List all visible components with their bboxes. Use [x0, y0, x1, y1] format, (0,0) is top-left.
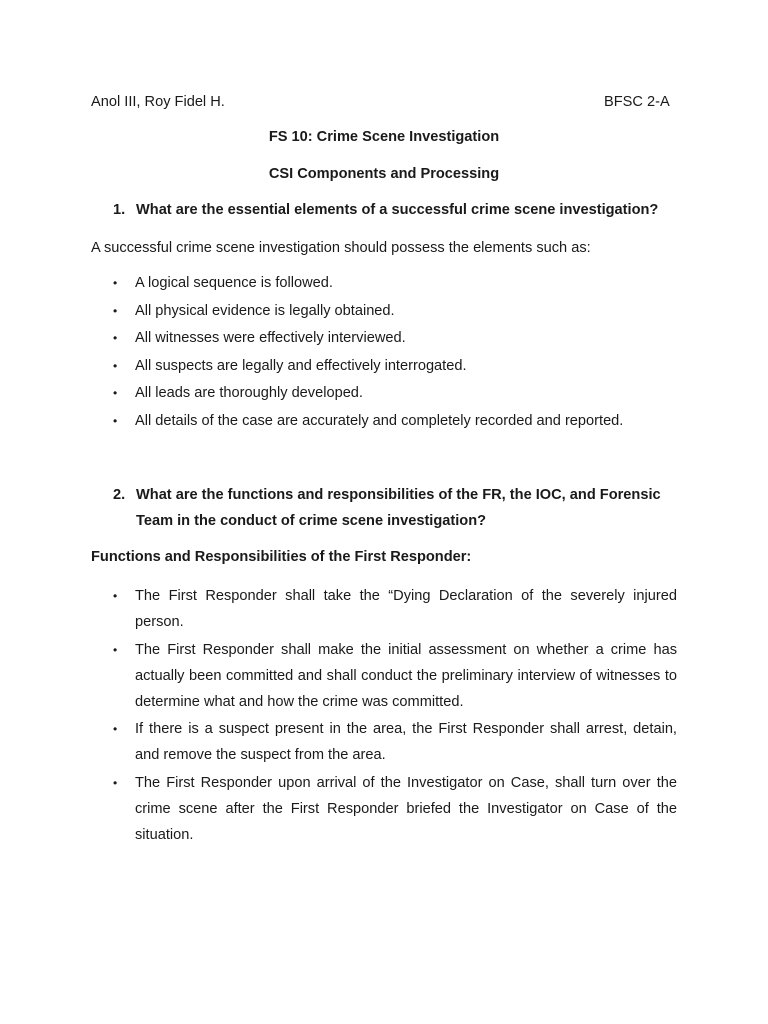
- list-item: • If there is a suspect present in the area, the First Responder shall arrest, detain, and remove the suspect from the area.: [91, 716, 677, 768]
- elements-list: [91, 270, 677, 435]
- bullet-icon: •: [113, 303, 118, 318]
- bullet-icon: •: [113, 413, 118, 428]
- first-responder-list: [91, 583, 677, 849]
- list-item: • The First Responder upon arrival of the Investigator on Case, shall turn over the crime scene after the First Responder briefed the Investigator on Case of the situation.: [91, 770, 677, 848]
- question-2-line-1: What are the functions and responsibilities of the FR, the IOC, and Forensic: [136, 487, 661, 503]
- question-2-number: 2.: [113, 487, 126, 503]
- bullet-icon: •: [113, 386, 118, 400]
- list-item: • All physical evidence is legally obtained.: [91, 298, 677, 326]
- section-code: BFSC 2-A: [604, 94, 670, 110]
- list-item: • All witnesses were effectively interviewed.: [91, 325, 677, 353]
- document-subtitle: CSI Components and Processing: [268, 166, 500, 182]
- question-1-number: 1.: [113, 202, 126, 218]
- first-responder-heading: Functions and Responsibilities of the First Responder:: [91, 549, 472, 565]
- document-title: FS 10: Crime Scene Investigation: [268, 129, 500, 145]
- list-item: • The First Responder shall make the initial assessment on whether a crime has actually been committed and shall conduct the preliminary interview of witnesses to determine what and how the crime was committed.: [91, 637, 677, 715]
- list-item: • All suspects are legally and effectively interrogated.: [91, 353, 677, 381]
- question-1-text: What are the essential elements of a successful crime scene investigation?: [136, 202, 659, 218]
- bullet-icon: •: [113, 331, 118, 345]
- bullet-icon: •: [113, 276, 118, 290]
- list-item: • All details of the case are accurately and completely recorded and reported.: [91, 408, 677, 436]
- author-name: Anol III, Roy Fidel H.: [91, 94, 225, 110]
- list-item: • The First Responder shall take the “Dying Declaration of the severely injured person.: [91, 583, 677, 635]
- question-2-text: [136, 482, 681, 534]
- bullet-icon: •: [113, 775, 118, 790]
- bullet-icon: •: [113, 358, 118, 373]
- bullet-icon: •: [113, 642, 118, 657]
- question-2-line-2: Team in the conduct of crime scene investigation?: [136, 513, 487, 529]
- bullet-icon: •: [113, 722, 118, 736]
- list-item: • All leads are thoroughly developed.: [91, 380, 677, 408]
- intro-paragraph: A successful crime scene investigation should possess the elements such as:: [91, 240, 591, 256]
- list-item: • A logical sequence is followed.: [91, 270, 677, 298]
- bullet-icon: •: [113, 589, 118, 603]
